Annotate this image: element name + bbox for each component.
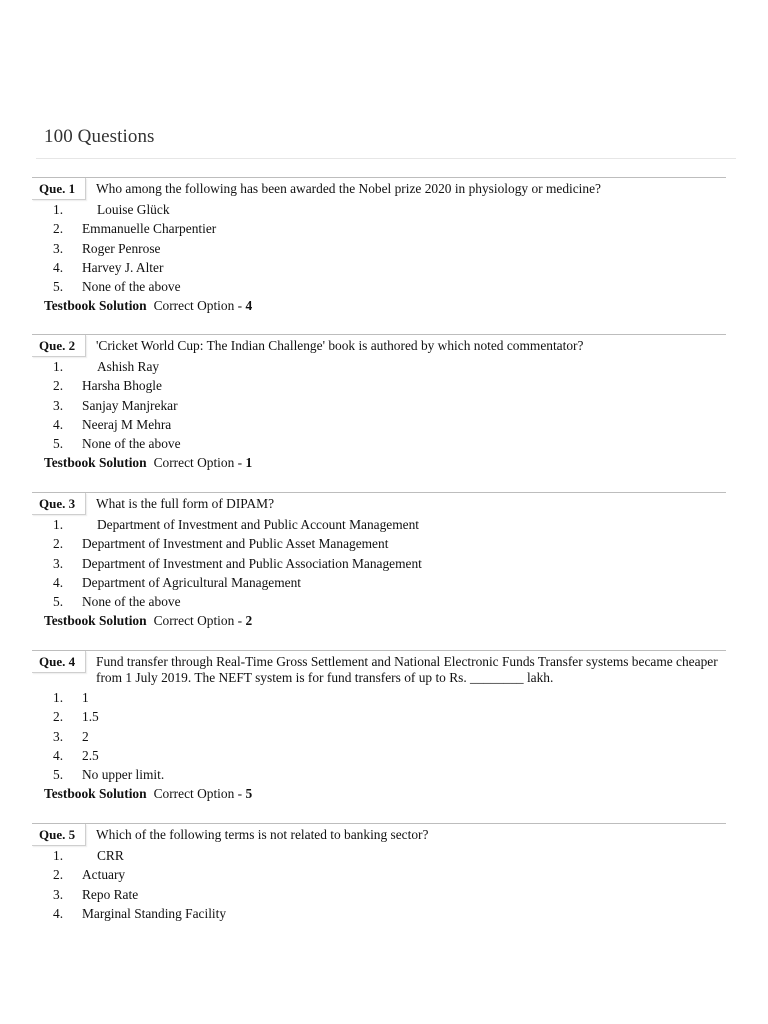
question-number-label: Que. 1	[32, 178, 86, 200]
correct-option-value: 5	[245, 786, 253, 802]
option-number: 3.	[53, 728, 64, 744]
option-number: 3.	[53, 886, 64, 902]
correct-option-label: Correct Option -	[153, 298, 246, 314]
option-text: None of the above	[82, 436, 181, 452]
options-list	[32, 200, 726, 296]
option-number: 1.	[53, 848, 64, 863]
correct-option-label: Correct Option -	[153, 786, 246, 802]
option-number: 4.	[53, 905, 64, 921]
option-5	[32, 434, 726, 453]
question-header	[32, 650, 726, 688]
solution-line	[32, 453, 726, 472]
option-text: Roger Penrose	[82, 240, 161, 256]
correct-option-value: 2	[245, 613, 253, 629]
option-2	[32, 534, 726, 553]
solution-line	[32, 296, 726, 315]
option-number: 5.	[53, 767, 64, 783]
correct-option-label: Correct Option -	[153, 613, 246, 629]
option-4	[32, 573, 726, 592]
question-number-label: Que. 5	[32, 824, 86, 846]
option-text: Louise Glück	[97, 202, 170, 217]
option-number: 5.	[53, 279, 64, 295]
option-text: Ashish Ray	[97, 359, 160, 374]
page-title: 100 Questions	[44, 126, 155, 147]
question-number-label: Que. 3	[32, 493, 86, 515]
option-number: 5.	[53, 594, 64, 610]
options-list	[32, 846, 726, 923]
option-number: 3.	[53, 555, 64, 571]
option-number: 2.	[53, 867, 64, 883]
question-2	[32, 334, 726, 472]
option-number: 3.	[53, 240, 64, 256]
option-3	[32, 727, 726, 746]
option-number: 1.	[53, 517, 64, 532]
option-1	[32, 357, 726, 376]
option-text: Harvey J. Alter	[82, 259, 164, 275]
option-text: 1	[82, 690, 89, 705]
correct-option-value: 4	[245, 298, 253, 314]
option-text: Department of Investment and Public Account Management	[97, 517, 420, 532]
option-text: Neeraj M Mehra	[82, 416, 172, 432]
question-header	[32, 334, 726, 357]
option-number: 3.	[53, 397, 64, 413]
option-3	[32, 396, 726, 415]
option-number: 4.	[53, 259, 64, 275]
option-1	[32, 200, 726, 219]
option-text: 2	[82, 728, 89, 744]
option-text: Actuary	[82, 867, 126, 883]
question-number-label: Que. 2	[32, 335, 86, 357]
option-text: No upper limit.	[82, 767, 165, 783]
option-1	[32, 515, 726, 534]
correct-option-label: Correct Option -	[153, 455, 246, 471]
question-4	[32, 650, 726, 803]
option-text: Marginal Standing Facility	[82, 905, 227, 921]
solution-label: Testbook Solution	[44, 455, 147, 471]
option-text: Repo Rate	[82, 886, 139, 902]
option-text: 2.5	[82, 747, 99, 763]
option-4	[32, 258, 726, 277]
option-number: 2.	[53, 709, 64, 725]
option-number: 5.	[53, 436, 64, 452]
option-text: Sanjay Manjrekar	[82, 397, 178, 413]
option-text: Emmanuelle Charpentier	[82, 221, 217, 237]
options-list	[32, 515, 726, 611]
correct-option-value: 1	[245, 455, 253, 471]
option-number: 4.	[53, 747, 64, 763]
solution-line	[32, 784, 726, 803]
title-divider	[36, 158, 736, 159]
question-1	[32, 177, 726, 315]
option-2	[32, 376, 726, 395]
option-number: 1.	[53, 690, 64, 705]
option-text: Department of Investment and Public Asset Management	[82, 536, 389, 552]
option-text: CRR	[97, 848, 124, 863]
options-list	[32, 357, 726, 453]
question-text: 'Cricket World Cup: The Indian Challenge' book is authored by which noted commentator?	[96, 338, 584, 353]
option-number: 2.	[53, 378, 64, 394]
option-2	[32, 707, 726, 726]
solution-label: Testbook Solution	[44, 613, 147, 629]
option-3	[32, 885, 726, 904]
options-list	[32, 688, 726, 784]
question-text: Which of the following terms is not related to banking sector?	[96, 827, 429, 842]
option-text: Harsha Bhogle	[82, 378, 162, 394]
option-3	[32, 239, 726, 258]
option-text: None of the above	[82, 594, 181, 610]
option-text: None of the above	[82, 279, 181, 295]
option-1	[32, 688, 726, 707]
option-1	[32, 846, 726, 865]
option-number: 1.	[53, 202, 64, 217]
option-number: 4.	[53, 416, 64, 432]
option-2	[32, 219, 726, 238]
option-text: Department of Agricultural Management	[82, 574, 302, 590]
option-4	[32, 904, 726, 923]
option-text: 1.5	[82, 709, 99, 725]
option-number: 2.	[53, 536, 64, 552]
question-3	[32, 492, 726, 630]
option-number: 2.	[53, 221, 64, 237]
option-number: 4.	[53, 574, 64, 590]
option-text: Department of Investment and Public Association Management	[82, 555, 422, 571]
option-5	[32, 765, 726, 784]
solution-label: Testbook Solution	[44, 786, 147, 802]
option-4	[32, 746, 726, 765]
question-number-label: Que. 4	[32, 651, 86, 673]
question-header	[32, 823, 726, 846]
option-number: 1.	[53, 359, 64, 374]
option-3	[32, 554, 726, 573]
question-text: What is the full form of DIPAM?	[96, 496, 275, 511]
question-header	[32, 177, 726, 200]
solution-line	[32, 611, 726, 630]
option-5	[32, 277, 726, 296]
solution-label: Testbook Solution	[44, 298, 147, 314]
option-5	[32, 592, 726, 611]
question-text: Fund transfer through Real-Time Gross Settlement and National Electronic Funds Transfer systems became cheaper from 1 July 2019. The NEFT system is for fund transfers of up to Rs. ________ lakh.	[96, 654, 718, 685]
option-2	[32, 865, 726, 884]
option-4	[32, 415, 726, 434]
question-text: Who among the following has been awarded the Nobel prize 2020 in physiology or medicine?	[96, 181, 601, 196]
question-header	[32, 492, 726, 515]
question-5	[32, 823, 726, 923]
